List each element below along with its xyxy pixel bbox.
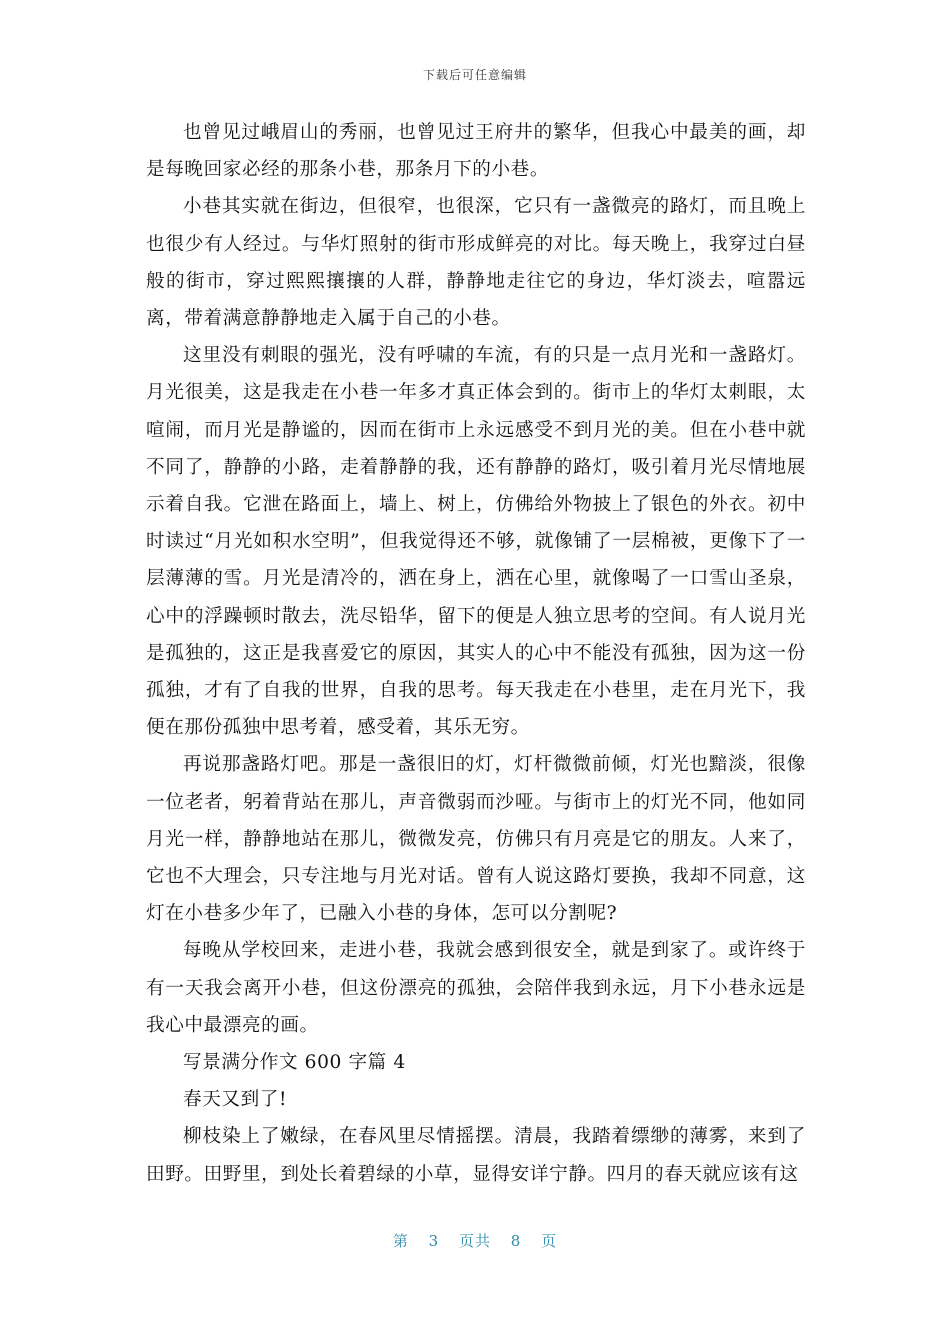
document-body [146, 114, 806, 1193]
body-paragraph: 再说那盏路灯吧。那是一盏很旧的灯，灯杆微微前倾，灯光也黯淡，很像一位老者，躬着背站在那儿，声音微弱而沙哑。与街市上的灯光不同，他如同月光一样，静静地站在那儿，微微发亮，仿佛只有月亮是它的朋友。人来了，它也不大理会，只专注地与月光对话。曾有人说这路灯要换，我却不同意，这灯在小巷多少年了，已融入小巷的身体，怎可以分割呢? [146, 754, 806, 925]
body-paragraph: 春天又到了! [183, 1089, 288, 1111]
body-paragraph: 小巷其实就在街边，但很窄，也很深，它只有一盏微亮的路灯，而且晚上也很少有人经过。与华灯照射的街市形成鲜亮的对比。每天晚上，我穿过白昼般的街市，穿过熙熙攘攘的人群，静静地走往它的身边，华灯淡去，喧嚣远离，带着满意静静地走入属于自己的小巷。 [146, 196, 806, 330]
body-paragraph: 每晚从学校回来，走进小巷，我就会感到很安全，就是到家了。或许终于有一天我会离开小巷，但这份漂亮的孤独，会陪伴我到永远，月下小巷永远是我心中最漂亮的画。 [146, 940, 806, 1036]
body-paragraph: 这里没有刺眼的强光，没有呼啸的车流，有的只是一点月光和一盏路灯。月光很美，这是我走在小巷一年多才真正体会到的。街市上的华灯太刺眼，太喧闹，而月光是静谧的，因而在街市上永远感受不到月光的美。但在小巷中就不同了，静静的小路，走着静静的我，还有静静的路灯，吸引着月光尽情地展示着自我。它泄在路面上，墙上、树上，仿佛给外物披上了银色的外衣。初中时读过“月光如积水空明”，但我觉得还不够，就像铺了一层棉被，更像下了一层薄薄的雪。月光是清冷的，洒在身上，洒在心里，就像喝了一口雪山圣泉，心中的浮躁顿时散去，洗尽铅华，留下的便是人独立思考的空间。有人说月光是孤独的，这正是我喜爱它的原因，其实人的心中不能没有孤独，因为这一份孤独，才有了自我的世界，自我的思考。每天我走在小巷里，走在月光下，我便在那份孤独中思考着，感受着，其乐无穷。 [146, 345, 806, 739]
body-paragraph: 也曾见过峨眉山的秀丽，也曾见过王府井的繁华，但我心中最美的画，却是每晚回家必经的那条小巷，那条月下的小巷。 [146, 122, 806, 181]
section-heading: 写景满分作文 600 字篇 4 [183, 1052, 406, 1074]
page-header-note: 下载后可任意编辑 [422, 68, 527, 82]
page-number-footer: 第 3 页共 8 页 [392, 1232, 558, 1250]
body-paragraph: 柳枝染上了嫩绿，在春风里尽情摇摆。清晨，我踏着缥缈的薄雾，来到了田野。田野里，到处长着碧绿的小草，显得安详宁静。四月的春天就应该有这 [146, 1126, 806, 1185]
